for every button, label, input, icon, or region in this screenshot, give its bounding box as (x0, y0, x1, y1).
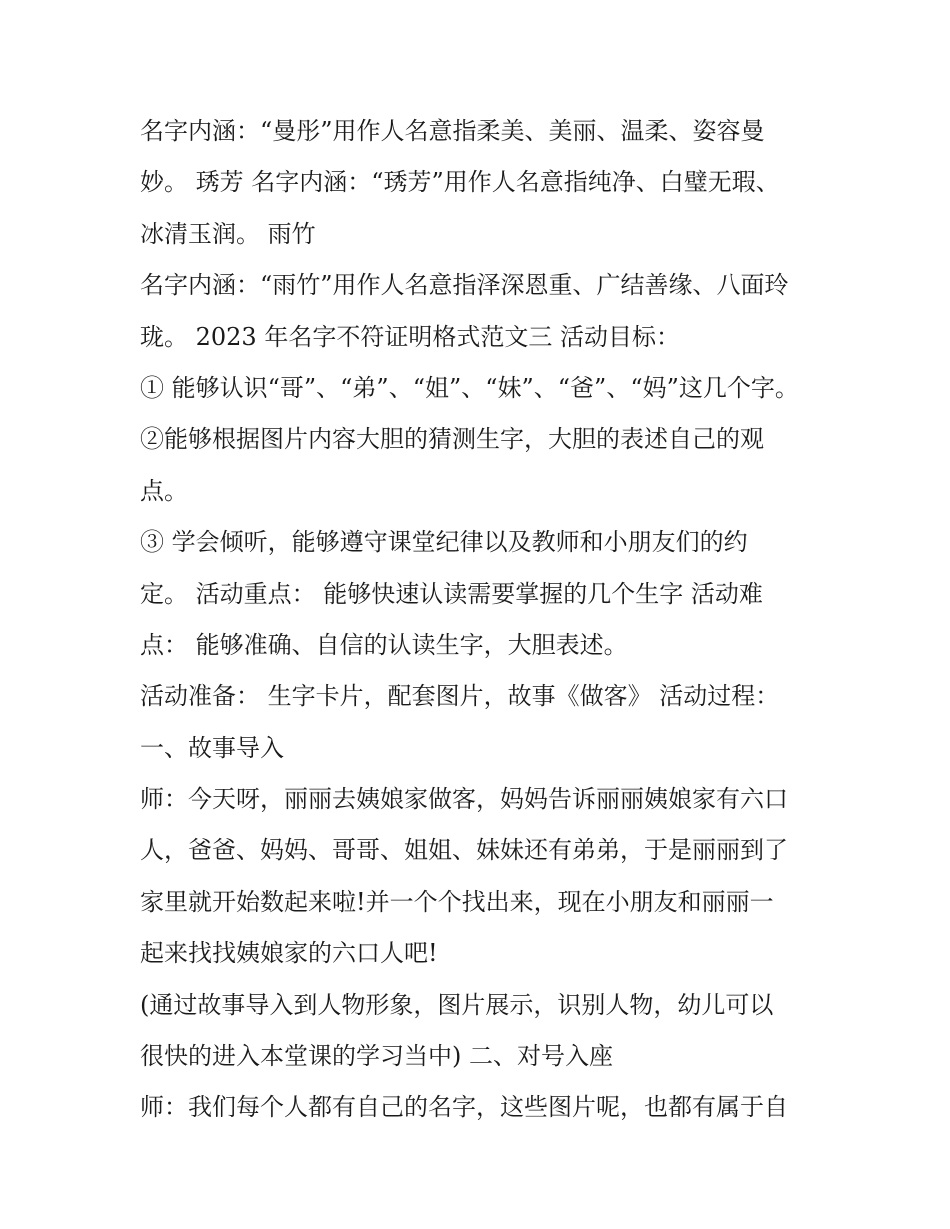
text-line: 点： 能够准确、自信的认读生字，大胆表述。 (140, 630, 628, 659)
text-line: ③ 学会倾听，能够遵守课堂纪律以及教师和小朋友们的约 (140, 528, 748, 557)
text-line: ②能够根据图片内容大胆的猜测生字，大胆的表述自己的观 (140, 425, 764, 454)
text-line: 妙。 琇芳 名字内涵：“琇芳”用作人名意指纯净、白璧无瑕、 (140, 168, 780, 197)
text-line: (通过故事导入到人物形象，图片展示，识别人物，幼儿可以 (140, 990, 774, 1019)
section-heading: 一、故事导入 (140, 733, 284, 762)
document-body (140, 106, 820, 1134)
text-line: 人，爸爸、妈妈、哥哥、姐姐、妹妹还有弟弟，于是丽丽到了 (140, 836, 788, 865)
text-line: 珑。 2023 年名字不符证明格式范文三 活动目标： (140, 322, 680, 351)
text-line: 很快的进入本堂课的学习当中) 二、对号入座 (140, 1042, 613, 1071)
text-line: 师：我们每个人都有自己的名字，这些图片呢，也都有属于自 (140, 1093, 788, 1122)
text-line: 名字内涵：“曼彤”用作人名意指柔美、美丽、温柔、姿容曼 (140, 117, 765, 145)
text-line: ① 能够认识“哥”、“弟”、“姐”、“妹”、“爸”、“妈”这几个字。 (140, 373, 799, 402)
text-line: 定。 活动重点： 能够快速认读需要掌握的几个生字 活动难 (140, 579, 763, 608)
text-line: 名字内涵：“雨竹”用作人名意指泽深恩重、广结善缘、八面玲 (140, 271, 789, 300)
text-line: 起来找找姨娘家的六口人吧! (140, 939, 438, 968)
text-line: 点。 (140, 476, 188, 505)
text-line: 家里就开始数起来啦!并一个个找出来，现在小朋友和丽丽一 (140, 887, 774, 916)
text-line: 活动准备： 生字卡片，配套图片，故事《做客》 活动过程： (140, 682, 780, 711)
text-line: 师：今天呀，丽丽去姨娘家做客，妈妈告诉丽丽姨娘家有六口 (140, 785, 788, 814)
text-line: 冰清玉润。 雨竹 (140, 219, 316, 248)
